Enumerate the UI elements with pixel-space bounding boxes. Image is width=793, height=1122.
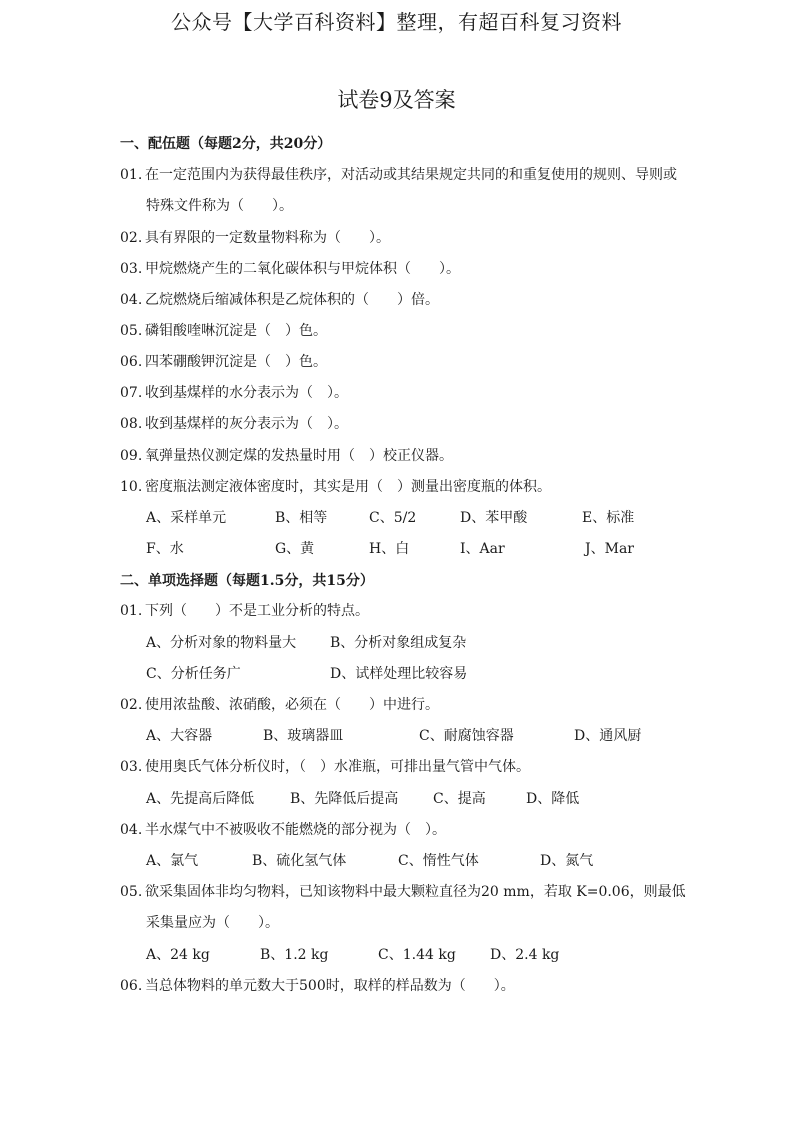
- option-c: C、分析任务广: [146, 666, 241, 682]
- option-e: E、标准: [582, 510, 635, 526]
- question-2-05: [120, 881, 686, 901]
- question-1-01: [120, 164, 677, 184]
- option-a: A、大容器: [146, 728, 213, 744]
- question-number: 05.: [120, 884, 143, 900]
- option-b: B、1.2 kg: [260, 947, 329, 963]
- question-text: 具有界限的一定数量物料称为（ ）。: [145, 230, 390, 246]
- option-g: G、黄: [275, 541, 315, 557]
- question-1-05: [120, 320, 327, 340]
- option-a: A、分析对象的物料量大: [146, 635, 297, 651]
- option-a: A、氯气: [146, 853, 199, 869]
- question-text: 半水煤气中不被吸收不能燃烧的部分视为（ ）。: [145, 822, 446, 838]
- question-number: 05.: [120, 323, 143, 339]
- question-2-05-cont: 采集量应为（ ）。: [146, 915, 279, 931]
- question-number: 06.: [120, 978, 143, 994]
- option-j: J、Mar: [585, 541, 634, 557]
- question-text: 氧弹量热仪测定煤的发热量时用（ ）校正仪器。: [145, 448, 453, 464]
- question-text: 下列（ ）不是工业分析的特点。: [145, 603, 369, 619]
- question-number: 08.: [120, 416, 143, 432]
- option-d: D、2.4 kg: [490, 947, 560, 963]
- option-a: A、采样单元: [146, 510, 227, 526]
- page-header: 公众号【大学百科资料】整理，有超百科复习资料: [171, 10, 622, 34]
- question-1-08: [120, 413, 348, 433]
- question-text: 收到基煤样的水分表示为（ ）。: [145, 385, 348, 401]
- option-b: B、先降低后提高: [290, 791, 399, 807]
- option-b: B、分析对象组成复杂: [330, 635, 467, 651]
- option-c: C、提高: [433, 791, 486, 807]
- question-text: 磷钼酸喹啉沉淀是（ ）色。: [145, 323, 327, 339]
- option-a: A、24 kg: [146, 947, 210, 963]
- question-text: 在一定范围内为获得最佳秩序，对活动或其结果规定共同的和重复使用的规则、导则或: [145, 167, 677, 183]
- option-a: A、先提高后降低: [146, 791, 255, 807]
- question-1-09: [120, 445, 453, 465]
- question-1-06: [120, 351, 327, 371]
- option-c: C、1.44 kg: [378, 947, 456, 963]
- question-number: 04.: [120, 292, 143, 308]
- question-number: 07.: [120, 385, 143, 401]
- question-2-06: [120, 975, 515, 995]
- question-number: 04.: [120, 822, 143, 838]
- question-number: 01.: [120, 603, 143, 619]
- option-b: B、硫化氢气体: [252, 853, 347, 869]
- question-2-04: [120, 819, 446, 839]
- option-d: D、氮气: [540, 853, 594, 869]
- option-h: H、白: [369, 541, 410, 557]
- question-number: 06.: [120, 354, 143, 370]
- question-2-02: [120, 694, 439, 714]
- option-c: C、耐腐蚀容器: [419, 728, 514, 744]
- question-number: 03.: [120, 261, 143, 277]
- question-text: 使用奥氏气体分析仪时，（ ）水准瓶，可排出量气管中气体。: [145, 759, 530, 775]
- question-number: 02.: [120, 697, 143, 713]
- question-number: 02.: [120, 230, 143, 246]
- question-1-01-cont: 特殊文件称为（ ）。: [146, 198, 293, 214]
- question-2-03: [120, 756, 530, 776]
- question-1-07: [120, 382, 348, 402]
- question-text: 收到基煤样的灰分表示为（ ）。: [145, 416, 348, 432]
- question-2-01: [120, 600, 369, 620]
- question-text: 欲采集固体非均匀物料，已知该物料中最大颗粒直径为20 mm，若取 K=0.06，则最低: [145, 884, 686, 900]
- option-d: D、试样处理比较容易: [330, 666, 468, 682]
- question-text: 当总体物料的单元数大于500时，取样的样品数为（ ）。: [145, 978, 515, 994]
- question-1-10: [120, 476, 551, 496]
- question-text: 四苯硼酸钾沉淀是（ ）色。: [145, 354, 327, 370]
- question-text: 甲烷燃烧产生的二氧化碳体积与甲烷体积（ ）。: [145, 261, 460, 277]
- page-title: 试卷9及答案: [337, 88, 456, 112]
- option-b: B、玻璃器皿: [263, 728, 344, 744]
- option-c: C、惰性气体: [398, 853, 479, 869]
- question-1-02: [120, 227, 390, 247]
- question-1-04: [120, 289, 439, 309]
- question-number: 10.: [120, 479, 143, 495]
- option-d: D、苯甲酸: [460, 510, 528, 526]
- option-d: D、降低: [526, 791, 580, 807]
- option-f: F、水: [146, 541, 184, 557]
- section-2-heading: 二、单项选择题（每题1.5分，共15分）: [120, 573, 374, 589]
- section-1-heading: 一、配伍题（每题2分，共20分）: [120, 136, 332, 152]
- option-d: D、通风厨: [574, 728, 642, 744]
- question-text: 使用浓盐酸、浓硝酸，必须在（ ）中进行。: [145, 697, 439, 713]
- question-number: 09.: [120, 448, 143, 464]
- option-i: I、Aar: [460, 541, 505, 557]
- question-text: 乙烷燃烧后缩减体积是乙烷体积的（ ）倍。: [145, 292, 439, 308]
- option-c: C、5/2: [369, 510, 417, 526]
- question-number: 03.: [120, 759, 143, 775]
- question-text: 密度瓶法测定液体密度时，其实是用（ ）测量出密度瓶的体积。: [145, 479, 551, 495]
- question-number: 01.: [120, 167, 143, 183]
- question-1-03: [120, 258, 460, 278]
- option-b: B、相等: [275, 510, 328, 526]
